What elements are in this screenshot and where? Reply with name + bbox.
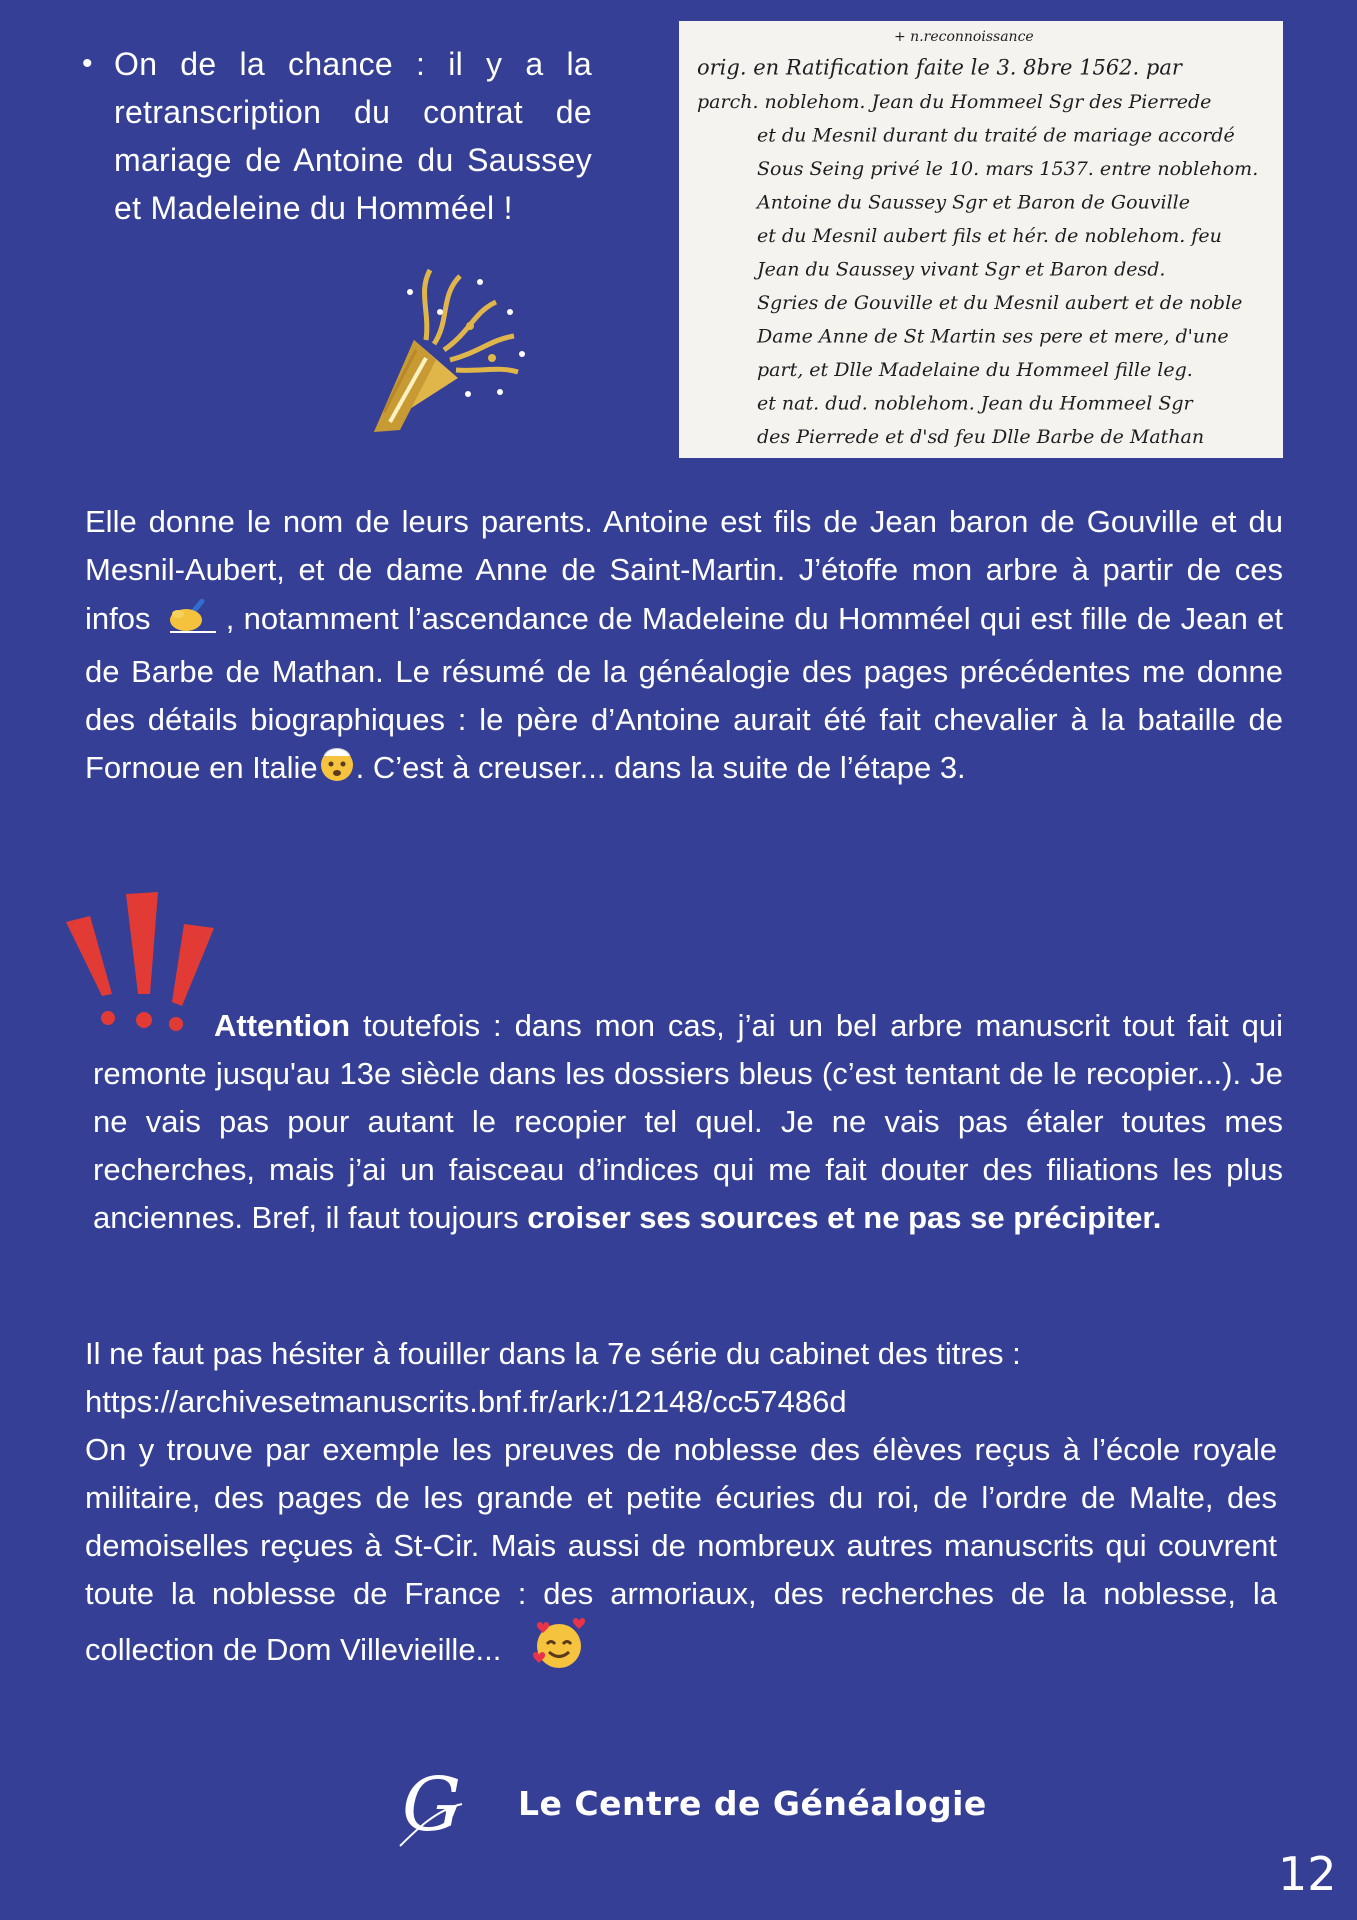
bullet-item [82,40,592,232]
smiling-face-with-hearts-icon [530,1618,588,1686]
manuscript-line: et du Mesnil durant du traité de mariage accordé [757,124,1235,147]
manuscript-line: des Pierrede et d'sd feu Dlle Barbe de Mathan [757,426,1205,448]
manuscript-image [679,21,1283,458]
manuscript-line: parch. noblehom. Jean du Hommeel Sgr des Pierrede [697,91,1212,113]
attention-label: Attention [214,1008,351,1043]
manuscript-line: part, et Dlle Madelaine du Hommeel fille leg. [757,359,1193,381]
writing-hand-icon [166,594,220,648]
paragraph-cabinet-intro: Il ne faut pas hésiter à fouiller dans la 7e série du cabinet des titres : [85,1336,1021,1371]
manuscript-text-lines [679,21,1283,458]
manuscript-line: et nat. dud. noblehom. Jean du Hommeel Sgr [757,392,1193,415]
paragraph-parents-text-c: . C’est à creuser... dans la suite de l’étape 3. [355,750,966,786]
manuscript-line: orig. en Ratification faite le 3. 8bre 1562. par [697,55,1182,80]
paragraph-parents-text-a: Elle donne le nom de leurs parents. Antoine est fils de Jean baron de Gouville et du Mesnil-Aubert, et de dame Anne de Saint-Martin. J’étoffe mon arbre à partir de ces infos [85,504,1283,637]
manuscript-line: Sous Seing privé le 10. mars 1537. entre noblehom. [757,158,1259,180]
paragraph-attention [93,1002,1283,1242]
paragraph-cabinet-body: On y trouve par exemple les preuves de noblesse des élèves reçus à l’école royale militaire, des pages de les grande et petite écuries du roi, de l’ordre de Malte, des demoiselles reçues à St-Cir. Mais aussi de nombreux autres manuscrits qui couvrent toute la noblesse de France : des armoriaux, des recherches de la noblesse, la collection de Dom Villevieille... [85,1432,1277,1668]
manuscript-line: Antoine du Saussey Sgr et Baron de Gouville [757,191,1190,214]
manuscript-line: Sgries de Gouville et du Mesnil aubert et de noble [757,292,1243,314]
paragraph-parents [85,498,1283,796]
paragraph-parents-text-b: , notamment l’ascendance de Madeleine du Homméel qui est fille de Jean et de Barbe de Mathan. Le résumé de la généalogie des pages précédentes me donne des détails biographiques : le père d’Antoine aurait été fait chevalier à la bataille de Fornoue en Italie [85,601,1283,786]
manuscript-line: et du Mesnil aubert fils et hér. de noblehom. feu [757,225,1222,247]
manuscript-line: Jean du Saussey vivant Sgr et Baron desd. [757,258,1166,281]
party-popper-icon [370,262,530,434]
manuscript-line: Dame Anne de St Martin ses pere et mere, d'une [757,325,1229,348]
manuscript-line: + n.reconnoissance [894,29,1034,45]
paragraph-attention-text: toutefois : dans mon cas, j’ai un bel arbre manuscrit tout fait qui remonte jusqu'au 13e siècle dans les dossiers bleus (c’est tentant de le recopier...). Je ne vais pas pour autant le recopier tel quel. Je ne vais pas étaler toutes mes recherches, mais j’ai un faisceau d’indices qui me fait douter des filiations les plus anciennes. Bref, il faut toujours [93,1008,1283,1235]
bullet-dot: • [82,47,93,80]
footer-brand-title: Le Centre de Généalogie [518,1784,987,1823]
genealogie-logo-icon [396,1760,468,1850]
logo-letter: G [402,1762,462,1848]
bullet-text: On de la chance : il y a la retranscription du contrat de mariage de Antoine du Saussey et Madeleine du Homméel ! [114,46,592,226]
bnf-archive-link[interactable]: https://archivesetmanuscrits.bnf.fr/ark:/12148/cc57486d [85,1384,847,1419]
attention-conclusion: croiser ses sources et ne pas se précipiter. [527,1200,1162,1235]
paragraph-cabinet-des-titres [85,1330,1277,1686]
exploding-head-icon [318,744,356,796]
page-number: 12 [1278,1847,1337,1901]
